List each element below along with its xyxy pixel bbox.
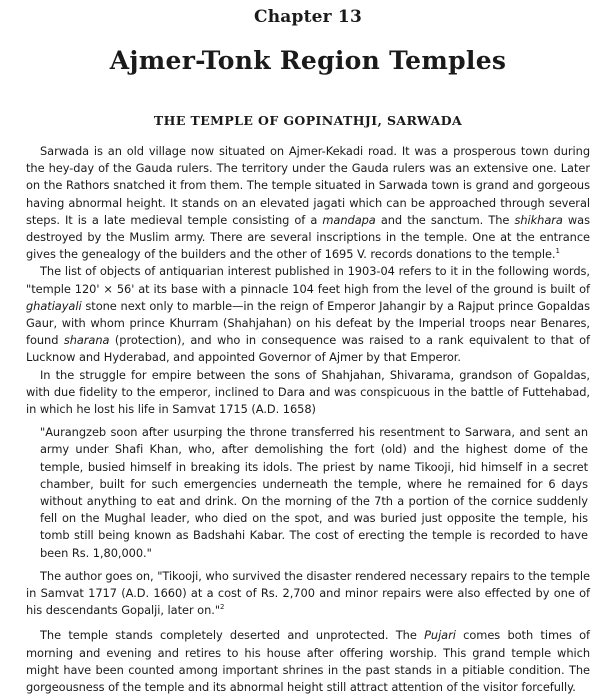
- italic-term: Pujari: [424, 628, 456, 643]
- text-run: The author goes on, "Tikooji, who survived the disaster rendered necessary repairs to the temple in Samvat 1717 (A.D. 1660) at a cost of Rs. 2,700 and minor repairs were also effected by one of his descendants Gopalji, later on.": [26, 568, 590, 618]
- text-run: comes both times of morning and evening and retires to his house after offering worship. This grand temple which might have been counted among important shrines in the past stands in a pitiable condition. The gorgeousness of the temple and its abnormal height still attract attention of the visitor forcefully.: [26, 628, 590, 695]
- paragraph-4: [26, 568, 590, 620]
- text-run: The list of objects of antiquarian interest published in 1903-04 refers to it in the following words, "temple 120' × 56' at its base with a pinnacle 104 feet high from the level of the ground is built of: [26, 264, 590, 296]
- italic-term: sharana: [63, 333, 110, 348]
- footnote-marker: 2: [220, 603, 225, 612]
- section-heading: THE TEMPLE OF GOPINATHJI, SARWADA: [153, 113, 463, 128]
- italic-term: ghatiayali: [26, 298, 82, 313]
- text-run: Sarwada is an old village now situated on Ajmer-Kekadi road. It was a prosperous town during the hey-day of the Gauda rulers. The territory under the Gauda rulers was an extensive one. Later on the Rathors snatched it from them. The temple situated in Sarwada town is grand and gorgeous having abnormal height. It stands on an elevated jagati which can be approached through several steps. It is a late medieval temple consisting of a: [26, 144, 590, 227]
- text-run: (protection), and who in consequence was raised to a rank equivalent to that of Lucknow and Hyderabad, and appointed Governor of Ajmer by that Emperor.: [26, 333, 590, 365]
- text-run: The temple stands completely deserted and unprotected. The: [40, 628, 425, 643]
- footnote-marker: 1: [555, 247, 560, 256]
- chapter-title: Ajmer-Tonk Region Temples: [109, 46, 507, 75]
- text-run: stone next only to marble—in the reign of Emperor Jahangir by a Rajput prince Gopaldas Gaur, with whom prince Khurram (Shahjahan) on his defeat by the Imperial troops near Benares, found: [26, 298, 590, 348]
- text-run: and the sanctum. The: [375, 212, 515, 227]
- block-quote: "Aurangzeb soon after usurping the throne transferred his resentment to Sarwara, and sent an army under Shafi Khan, who, after demolishing the fort (old) and the highest dome of the temple, busied himself in breaking its idols. The priest by name Tikooji, hid himself in a secret chamber, built for such emergencies underneath the temple, where he remained for 6 days without anything to eat and drink. On the morning of the 7th a portion of the cornice suddenly fell on the Mughal leader, who died on the spot, and was buried just opposite the temple, his tomb still being known as Badshahi Kabar. The cost of erecting the temple is recorded to have been Rs. 1,80,000.": [40, 425, 588, 560]
- paragraph-2: [26, 263, 590, 366]
- paragraph-1: [26, 143, 590, 263]
- chapter-number: Chapter 13: [254, 7, 362, 27]
- italic-term: mandapa: [322, 212, 376, 227]
- paragraph-3: In the struggle for empire between the sons of Shahjahan, Shivarama, grandson of Gopaldas, with due fidelity to the emperor, inclined to Dara and was conspicuous in the battle of Futtehabad, in which he lost his life in Samvat 1715 (A.D. 1658): [26, 367, 590, 417]
- text-run: was destroyed by the Muslim army. There are several inscriptions in the temple. One at the entrance gives the genealogy of the builders and the other of 1695 V. records donations to the temple.: [26, 212, 590, 262]
- body-text: [26, 143, 590, 696]
- paragraph-5: [26, 627, 590, 696]
- italic-term: shikhara: [514, 212, 563, 227]
